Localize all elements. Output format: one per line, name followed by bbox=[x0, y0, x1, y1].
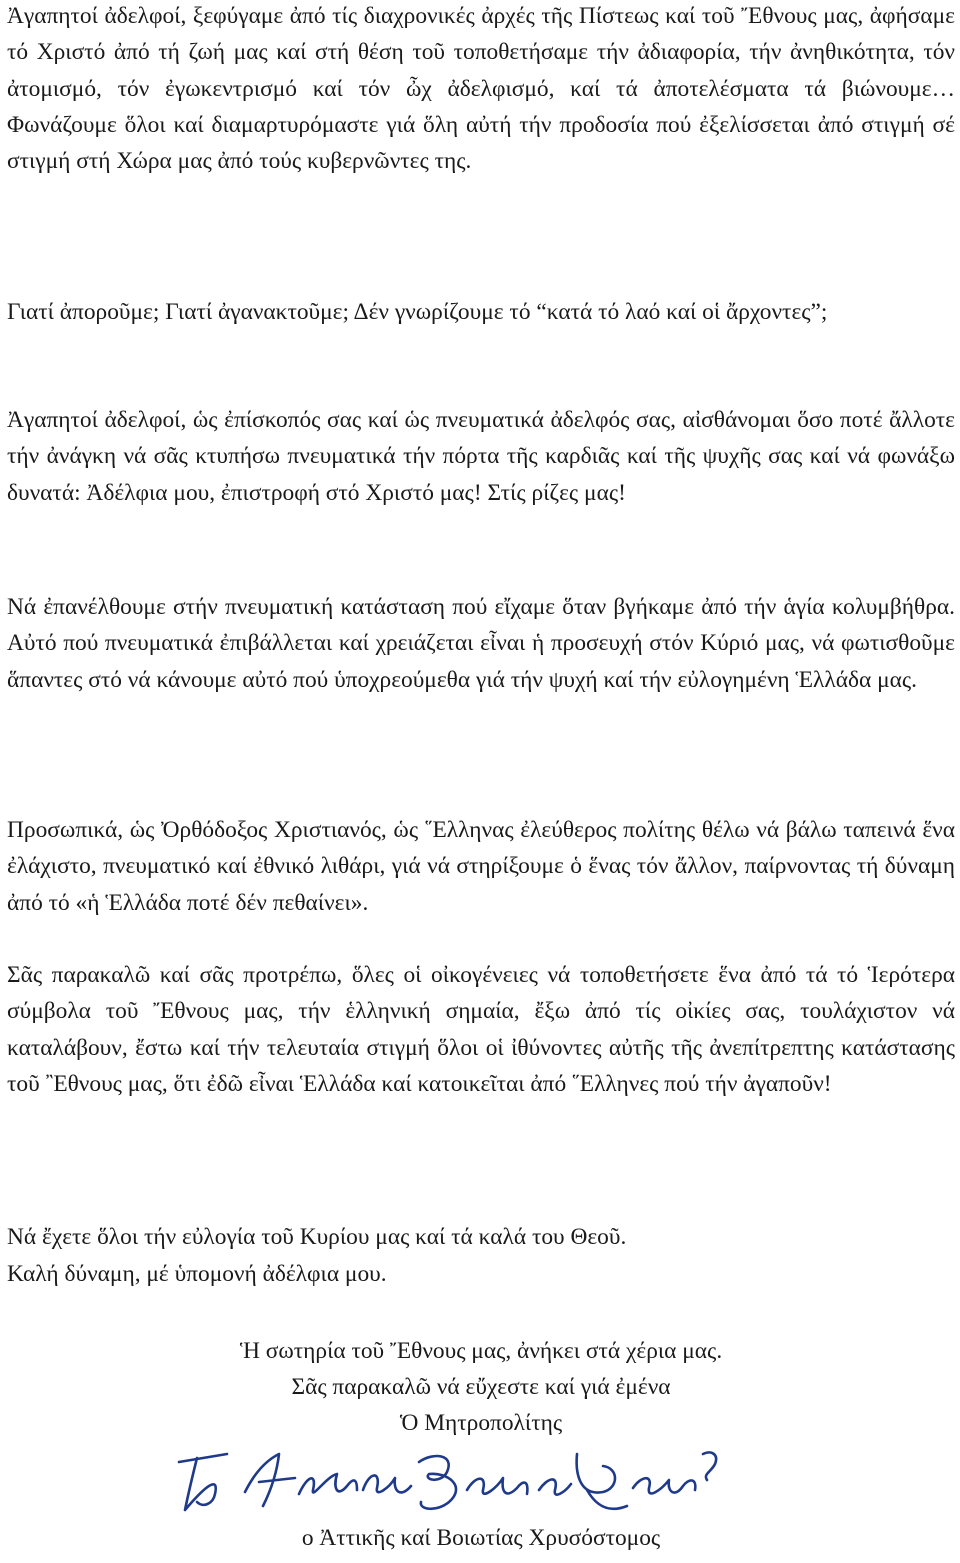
closing-line: Ἡ σωτηρία τοῦ Ἔθνους μας, ἀνήκει στά χέρια μας. bbox=[239, 1338, 723, 1364]
closing-line: Σᾶς παρακαλῶ νά εὔχεστε καί γιά ἐμένα bbox=[291, 1374, 671, 1400]
paragraph-raise-flag: Σᾶς παρακαλῶ καί σᾶς προτρέπω, ὅλες οἱ οἰκογένειες νά τοποθετήσετε ἕνα ἀπό τά τό Ἱερότερα σύμβολα τοῦ Ἔθνους μας, τήν ἑλληνική σημαία, ἔξω ἀπό τίς οἰκίες σας, τουλάχιστον νά καταλάβουν, ἔστω καί τήν τελευταία στιγμή ὅλοι οἱ ἰθύνοντες αὐτῆς τῆς ἀνεπίτρεπτης κατάστασης τοῦ ῍Εθνους μας, ὅτι ἐδῶ εἶναι Ἑλλάδα καί κατοικεῖται ἀπό ῞Ελληνες πού τήν ἀγαποῦν! bbox=[7, 962, 955, 1097]
blessing-line: Νά ἔχετε ὅλοι τήν εὐλογία τοῦ Κυρίου μας καί τά καλά του Θεοῦ. bbox=[7, 1224, 627, 1250]
signatory-name: ο Ἀττικῆς καί Βοιωτίας Χρυσόστομος bbox=[301, 1525, 661, 1551]
blessing-line: Καλή δύναμη, μέ ὑπομονή ἀδέλφια μου. bbox=[7, 1261, 387, 1287]
signature-lettering: Ὁ Ἀττικῆς καί Βοιωτίας Χρυσόστομος bbox=[167, 1432, 183, 1433]
paragraph-why-wonder: Γιατί ἀποροῦμε; Γιατί ἀγανακτοῦμε; Δέν γνωρίζουμε τό “κατά τό λαό καί οἱ ἄρχοντες”; bbox=[7, 299, 828, 325]
handwritten-signature bbox=[167, 1432, 727, 1522]
closing-title: Ὁ Μητροπολίτης bbox=[399, 1410, 563, 1436]
paragraph-personal-stance: Προσωπικά, ὡς Ὀρθόδοξος Χριστιανός, ὡς ῞Ελληνας ἐλεύθερος πολίτης θέλω νά βάλω ταπεινά ἕνα ἐλάχιστο, πνευματικό καί ἐθνικό λιθάρι, γιά νά στηρίξουμε ὁ ἕνας τόν ἄλλον, παίρνοντας τή δύναμη ἀπό τό «ἡ Ἑλλάδα ποτέ δέν πεθαίνει». bbox=[7, 817, 955, 916]
paragraph-spiritual-state: Νά ἐπανέλθουμε στήν πνευματική κατάσταση πού εἴχαμε ὅταν βγήκαμε ἀπό τήν ἁγία κολυμβήθρα. Αὐτό πού πνευματικά ἐπιβάλλεται καί χρειάζεται εἶναι ἡ προσευχή στόν Κύριό μας, νά φωτισθοῦμε ἅπαντες στό νά κάνουμε αὐτό πού ὑποχρεούμεθα γιά τήν ψυχή καί τήν εὐλογημένη Ἑλλάδα μας. bbox=[7, 594, 955, 693]
paragraph-call-to-return: Ἀγαπητοί ἀδελφοί, ὡς ἐπίσκοπός σας καί ὡς πνευματικά ἀδελφός σας, αἰσθάνομαι ὅσο ποτέ ἄλλοτε τήν ἀνάγκη νά σᾶς κτυπήσω πνευματικά τήν πόρτα τῆς καρδιᾶς καί τῆς ψυχῆς σας καί νά φωνάξω δυνατά: Ἀδέλφια μου, ἐπιστροφή στό Χριστό μας! Στίς ρίζες μας! bbox=[7, 407, 955, 506]
paragraph-faith-abandoned: Ἀγαπητοί ἀδελφοί, ξεφύγαμε ἀπό τίς διαχρονικές ἀρχές τῆς Πίστεως καί τοῦ Ἔθνους μας, ἀφήσαμε τό Χριστό ἀπό τή ζωή μας καί στή θέση τοῦ τοποθετήσαμε τήν ἀδιαφορία, τήν ἀνηθικότητα, τόν ἀτομισμό, τόν ἐγωκεντρισμό καί τόν ὦχ ἀδελφισμό, καί τά ἀποτελέσματα τά βιώνουμε… Φωνάζουμε ὅλοι καί διαμαρτυρόμαστε γιά ὅλη αὐτή τήν προδοσία πού ἐξελίσσεται ἀπό στιγμή σέ στιγμή στή Χώρα μας ἀπό τούς κυβερνῶντες της. bbox=[7, 3, 955, 175]
letter-page bbox=[7, 0, 955, 1563]
